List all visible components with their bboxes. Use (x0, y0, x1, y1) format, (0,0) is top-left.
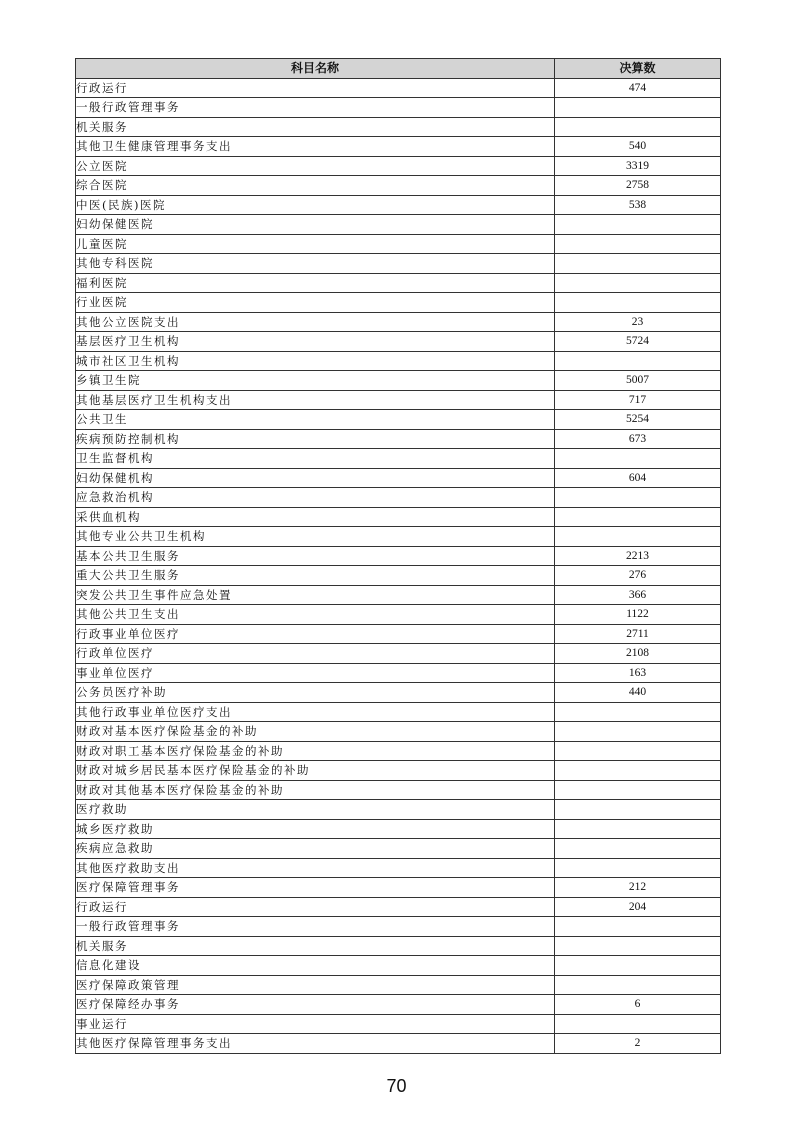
row-item-name: 其他专业公共卫生机构 (76, 527, 555, 547)
table-row (76, 449, 721, 469)
row-item-name: 中医(民族)医院 (76, 195, 555, 215)
table-row (76, 410, 721, 430)
row-item-value: 366 (555, 585, 721, 605)
row-item-value (555, 507, 721, 527)
row-item-value (555, 488, 721, 508)
table-row (76, 741, 721, 761)
row-item-value: 717 (555, 390, 721, 410)
table-row (76, 176, 721, 196)
table-row (76, 332, 721, 352)
row-item-value: 23 (555, 312, 721, 332)
row-item-value (555, 858, 721, 878)
table-row (76, 312, 721, 332)
row-item-value (555, 98, 721, 118)
row-item-value: 2108 (555, 644, 721, 664)
row-item-value (555, 1014, 721, 1034)
row-item-name: 机关服务 (76, 117, 555, 137)
row-item-value (555, 293, 721, 313)
row-item-name: 福利医院 (76, 273, 555, 293)
row-item-name: 医疗保障政策管理 (76, 975, 555, 995)
table-header-row (76, 59, 721, 79)
row-item-name: 一般行政管理事务 (76, 98, 555, 118)
row-item-name: 乡镇卫生院 (76, 371, 555, 391)
row-item-name: 疾病应急救助 (76, 839, 555, 859)
table-row (76, 527, 721, 547)
table-row (76, 156, 721, 176)
row-item-value (555, 956, 721, 976)
table-row (76, 468, 721, 488)
table-row (76, 488, 721, 508)
column-header-value: 决算数 (555, 59, 721, 79)
row-item-name: 基层医疗卫生机构 (76, 332, 555, 352)
row-item-value: 276 (555, 566, 721, 586)
row-item-name: 信息化建设 (76, 956, 555, 976)
row-item-value (555, 819, 721, 839)
row-item-value: 204 (555, 897, 721, 917)
row-item-name: 卫生监督机构 (76, 449, 555, 469)
row-item-name: 应急救治机构 (76, 488, 555, 508)
row-item-name: 机关服务 (76, 936, 555, 956)
row-item-name: 城市社区卫生机构 (76, 351, 555, 371)
row-item-value: 5254 (555, 410, 721, 430)
row-item-name: 行政单位医疗 (76, 644, 555, 664)
row-item-name: 其他卫生健康管理事务支出 (76, 137, 555, 157)
table-row (76, 234, 721, 254)
table-row (76, 585, 721, 605)
table-row (76, 936, 721, 956)
row-item-value: 212 (555, 878, 721, 898)
row-item-value (555, 702, 721, 722)
table-row (76, 975, 721, 995)
row-item-value (555, 117, 721, 137)
row-item-value (555, 741, 721, 761)
row-item-name: 其他公立医院支出 (76, 312, 555, 332)
row-item-name: 其他专科医院 (76, 254, 555, 274)
table-row (76, 761, 721, 781)
row-item-name: 医疗救助 (76, 800, 555, 820)
row-item-name: 其他医疗保障管理事务支出 (76, 1034, 555, 1054)
table-row (76, 819, 721, 839)
row-item-value (555, 449, 721, 469)
row-item-value: 3319 (555, 156, 721, 176)
table-row (76, 702, 721, 722)
row-item-value (555, 780, 721, 800)
table-row (76, 137, 721, 157)
table-row (76, 546, 721, 566)
row-item-value (555, 273, 721, 293)
row-item-value: 163 (555, 663, 721, 683)
table-row (76, 995, 721, 1015)
table-row (76, 663, 721, 683)
table-row (76, 858, 721, 878)
row-item-value (555, 800, 721, 820)
table-row (76, 117, 721, 137)
row-item-name: 其他基层医疗卫生机构支出 (76, 390, 555, 410)
row-item-name: 医疗保障管理事务 (76, 878, 555, 898)
row-item-name: 公立医院 (76, 156, 555, 176)
table-row (76, 605, 721, 625)
row-item-value: 5724 (555, 332, 721, 352)
table-row (76, 839, 721, 859)
row-item-name: 财政对城乡居民基本医疗保险基金的补助 (76, 761, 555, 781)
row-item-value (555, 761, 721, 781)
table-row (76, 351, 721, 371)
row-item-name: 疾病预防控制机构 (76, 429, 555, 449)
row-item-name: 城乡医疗救助 (76, 819, 555, 839)
table-body (76, 78, 721, 1053)
page-number: 70 (386, 1076, 407, 1096)
row-item-name: 基本公共卫生服务 (76, 546, 555, 566)
row-item-value: 538 (555, 195, 721, 215)
row-item-name: 事业单位医疗 (76, 663, 555, 683)
row-item-value (555, 215, 721, 235)
row-item-name: 妇幼保健机构 (76, 468, 555, 488)
table-row (76, 800, 721, 820)
row-item-value: 1122 (555, 605, 721, 625)
row-item-value (555, 975, 721, 995)
row-item-value: 673 (555, 429, 721, 449)
row-item-value (555, 936, 721, 956)
table-row (76, 1014, 721, 1034)
row-item-name: 突发公共卫生事件应急处置 (76, 585, 555, 605)
table-row (76, 624, 721, 644)
row-item-name: 行政运行 (76, 78, 555, 98)
row-item-value: 2758 (555, 176, 721, 196)
table-row (76, 293, 721, 313)
row-item-value: 440 (555, 683, 721, 703)
table-row (76, 429, 721, 449)
table-row (76, 507, 721, 527)
row-item-name: 采供血机构 (76, 507, 555, 527)
table-row (76, 897, 721, 917)
expenditure-table (75, 58, 721, 1054)
row-item-value: 2711 (555, 624, 721, 644)
table-row (76, 215, 721, 235)
table-row (76, 917, 721, 937)
row-item-name: 综合医院 (76, 176, 555, 196)
row-item-value (555, 917, 721, 937)
table-row (76, 956, 721, 976)
row-item-name: 其他行政事业单位医疗支出 (76, 702, 555, 722)
row-item-name: 其他医疗救助支出 (76, 858, 555, 878)
table-row (76, 722, 721, 742)
row-item-value (555, 839, 721, 859)
row-item-value (555, 254, 721, 274)
row-item-value (555, 351, 721, 371)
row-item-name: 财政对其他基本医疗保险基金的补助 (76, 780, 555, 800)
row-item-name: 公共卫生 (76, 410, 555, 430)
table-row (76, 371, 721, 391)
row-item-name: 一般行政管理事务 (76, 917, 555, 937)
table-row (76, 1034, 721, 1054)
table-row (76, 195, 721, 215)
row-item-value: 474 (555, 78, 721, 98)
row-item-name: 妇幼保健医院 (76, 215, 555, 235)
row-item-value (555, 722, 721, 742)
row-item-name: 公务员医疗补助 (76, 683, 555, 703)
row-item-name: 行政事业单位医疗 (76, 624, 555, 644)
row-item-value: 6 (555, 995, 721, 1015)
table-row (76, 98, 721, 118)
table-row (76, 644, 721, 664)
row-item-name: 医疗保障经办事务 (76, 995, 555, 1015)
row-item-value (555, 527, 721, 547)
row-item-name: 事业运行 (76, 1014, 555, 1034)
table-row (76, 390, 721, 410)
row-item-value: 604 (555, 468, 721, 488)
row-item-name: 行政运行 (76, 897, 555, 917)
column-header-name: 科目名称 (76, 59, 555, 79)
table-row (76, 78, 721, 98)
row-item-name: 财政对职工基本医疗保险基金的补助 (76, 741, 555, 761)
row-item-name: 儿童医院 (76, 234, 555, 254)
table-row (76, 683, 721, 703)
row-item-name: 行业医院 (76, 293, 555, 313)
table-row (76, 254, 721, 274)
row-item-name: 其他公共卫生支出 (76, 605, 555, 625)
row-item-value: 2213 (555, 546, 721, 566)
row-item-value: 2 (555, 1034, 721, 1054)
row-item-value: 5007 (555, 371, 721, 391)
row-item-name: 财政对基本医疗保险基金的补助 (76, 722, 555, 742)
row-item-value: 540 (555, 137, 721, 157)
row-item-value (555, 234, 721, 254)
table-row (76, 566, 721, 586)
row-item-name: 重大公共卫生服务 (76, 566, 555, 586)
table-row (76, 780, 721, 800)
table-row (76, 273, 721, 293)
table-row (76, 878, 721, 898)
